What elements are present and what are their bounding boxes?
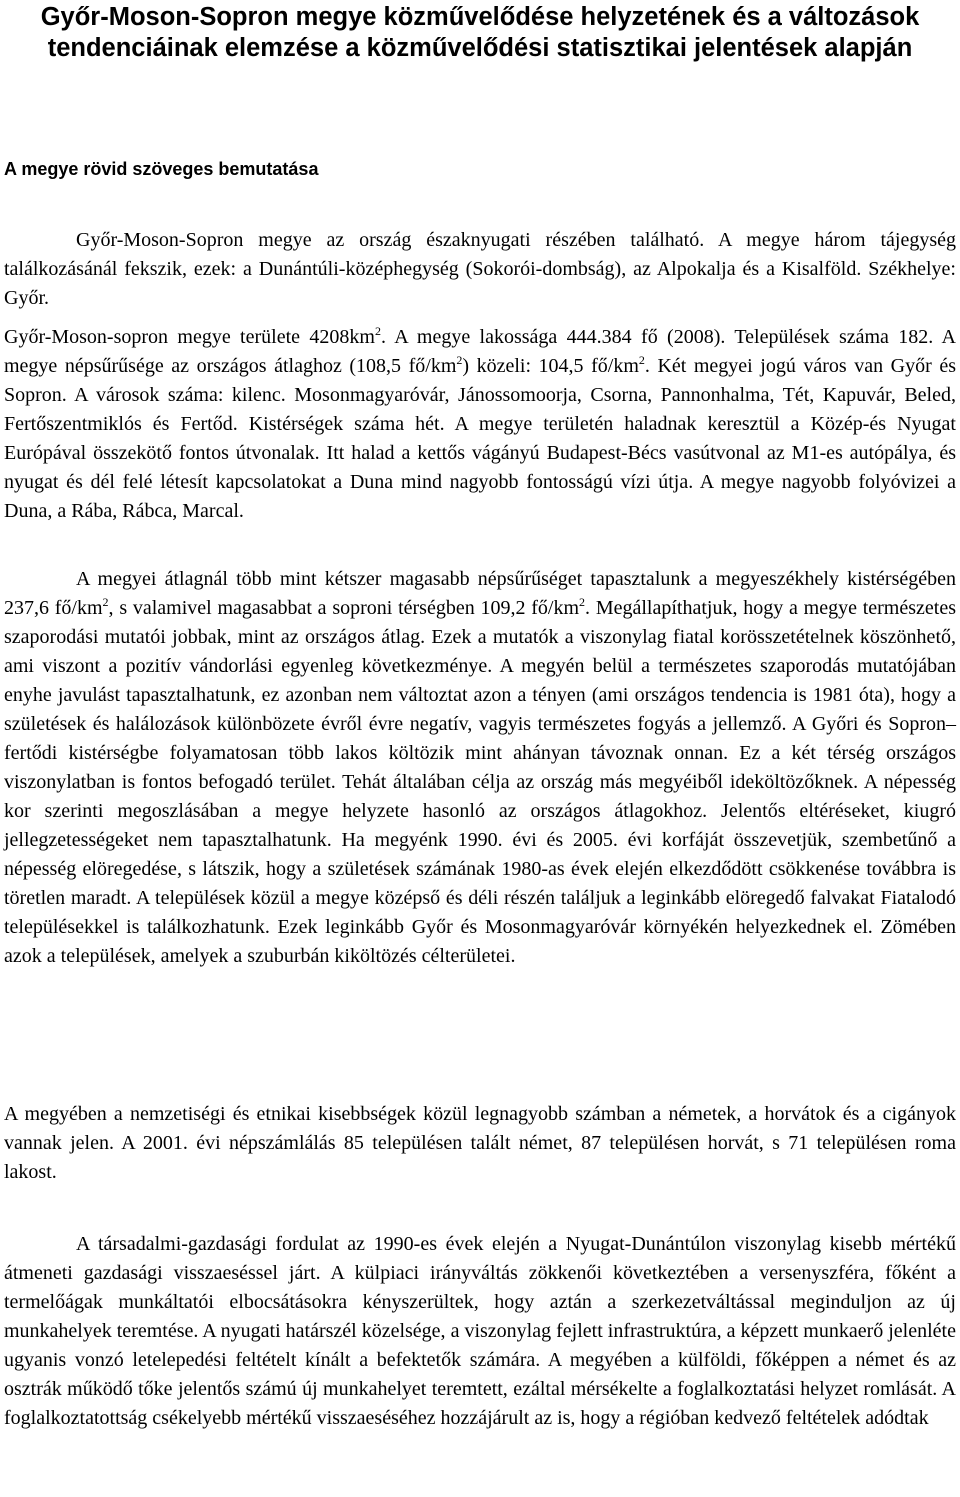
superscript: 2 xyxy=(102,595,109,609)
document-title: Győr-Moson-Sopron megye közművelődése helyzetének és a változások tendenciáinak elemzése a közművelődési statisztikai jelentések alapján xyxy=(40,3,920,62)
superscript: 2 xyxy=(374,324,381,338)
paragraph-location: Győr-Moson-Sopron megye az ország északnyugati részében található. A megye három tájegység találkozásánál fekszik, ezek: a Dunántúli-középhegység (Sokorói-dombság), az Alpokalja és a Kisalföld. Székhelye: Győr. xyxy=(4,229,956,309)
text-segment: A megyei átlagnál több mint kétszer magasabb népsűrűséget tapasztalunk a megyeszékhely kistérségében 237,6 fő/km xyxy=(4,568,956,619)
paragraph-statistics xyxy=(4,323,956,526)
superscript: 2 xyxy=(579,595,586,609)
section-heading: A megye rövid szöveges bemutatása xyxy=(4,159,319,179)
superscript: 2 xyxy=(456,353,463,367)
paragraph-population xyxy=(4,565,956,971)
text-segment: , s valamivel magasabbat a soproni térségben 109,2 fő/km xyxy=(108,597,580,619)
paragraph-minorities: A megyében a nemzetiségi és etnikai kisebbségek közül legnagyobb számban a németek, a horvátok és a cigányok vannak jelen. A 2001. évi népszámlálás 85 településen talált német, 87 településen horvát, s 71 településen roma lakost. xyxy=(4,1103,956,1183)
text-segment: . Megállapíthatjuk, hogy a megye természetes szaporodási mutatói jobbak, mint az országos átlag. Ezek a mutatók a viszonylag fiatal korösszetételnek köszönhető, ami viszont a pozitív vándorlási egyenleg következménye. A megyén belül a természetes szaporodás mutatójában enyhe javulást tapasztalhatunk, ez azonban nem változtat azon a tényen (ami országos tendencia is 1981 óta), hogy a születések és halálozások különbözete évről évre negatív, vagyis természetes fogyás a jellemző. A Győri és Sopron–fertődi kistérségbe folyamatosan több lakos költözik mint ahányan távoznak onnan. Ez a két térség országos viszonylatban is fontos befogadó terület. Tehát általában célja az ország más megyéiből ideköltözőknek. A népesség kor szerinti megoszlásában a megye helyzete hasonló az országos átlagokhoz. Jelentős eltéréseket, kiugró jellegzetességeket nem tapasztalhatunk. Ha megyénk 1990. évi és 2005. évi korfáját összevetjük, szembetűnő a népesség elöregedése, s látszik, hogy a születések számának 1980-as évek elején elkezdődött csökkenése továbbra is töretlen maradt. A települések közül a megye középső és déli részén találjuk a leginkább elöregedő falvakat Fiatalodó településekkel is találkozhatunk. Ezek leginkább Győr és Mosonmagyaróvár környékén helyezkednek el. Zömében azok a települések, amelyek a szuburbán kiköltözés célterületei. xyxy=(4,597,956,967)
text-segment: Győr-Moson-sopron megye területe 4208km xyxy=(4,326,375,348)
text-segment: ) közeli: 104,5 fő/km xyxy=(462,355,639,377)
superscript: 2 xyxy=(638,353,645,367)
paragraph-economy: A társadalmi-gazdasági fordulat az 1990-es évek elején a Nyugat-Dunántúlon viszonylag kisebb mértékű átmeneti gazdasági visszaeséssel járt. A külpiaci irányváltás zökkenői következtében a versenyszféra, főként a termelőágak munkáltatói elbocsátásokra kényszerültek, hogy aztán a szerkezetváltással meginduljon az új munkahelyek teremtése. A nyugati határszél közelsége, a viszonylag fejlett infrastruktúra, a képzett munkaerő jelenléte ugyanis vonzó letelepedési feltételt kínált a befektetők számára. A megyében a külföldi, főképpen a német és az osztrák működő tőke jelentős számú új munkahelyet teremtett, ezáltal mérsékelte a foglalkoztatási helyzet romlását. A foglalkoztatottság csékelyebb mértékű visszaeséséhez hozzájárult az is, hogy a régióban kedvező feltételek adódtak xyxy=(4,1233,956,1429)
text-segment: . A megye lakossága 444.384 fő (2008). Települések száma 182. A megye népsűrűsége az országos átlaghoz (108,5 fő/km xyxy=(4,326,956,377)
text-segment: . Két megyei jogú város van Győr és Sopron. A városok száma: kilenc. Mosonmagyaróvár, Jánossomoorja, Csorna, Pannonhalma, Tét, Kapuvár, Beled, Fertőszentmiklós és Fertőd. Kistérségek száma hét. A megye területén haladnak keresztül a Közép-és Nyugat Európával összekötő fontos útvonalak. Itt halad a kettős vágányú Budapest-Bécs vasútvonal az M1-es autópálya, és nyugat és dél felé létesít kapcsolatokat a Duna mind nagyobb fontosságú vízi útja. A megye nagyobb folyóvizei a Duna, a Rába, Rábca, Marcal. xyxy=(4,355,956,522)
